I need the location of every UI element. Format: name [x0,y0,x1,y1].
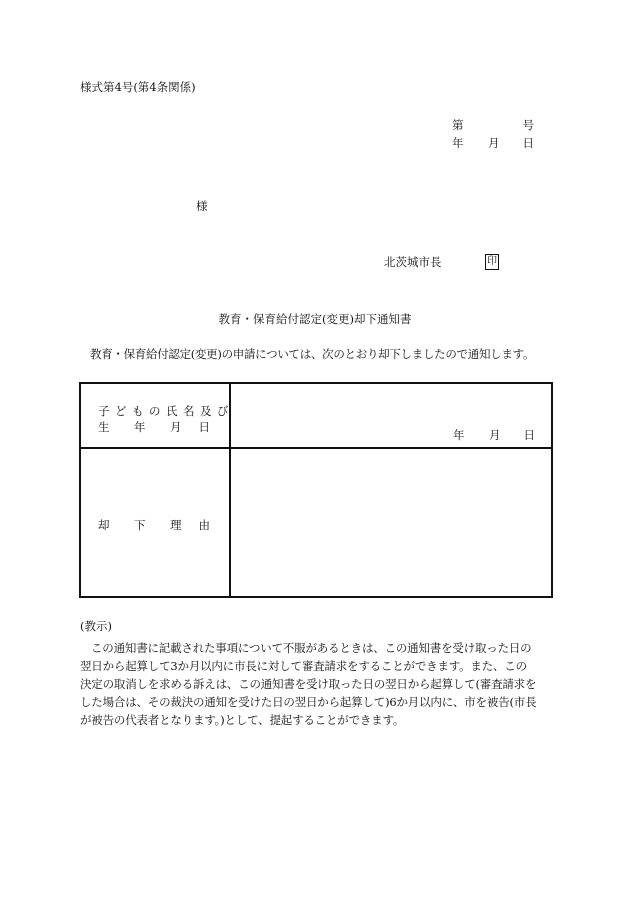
child-name-label: 子どもの氏名及び [98,404,234,418]
birthdate-label-char: 日 [198,420,210,434]
reason-label-char: 理 [170,518,182,532]
notice-line: した場合は、その裁決の通知を受けた日の翌日から起算して)6か月以内に、市を被告(市長 [80,695,537,709]
reason-label-char: 由 [198,518,210,532]
notice-body [80,639,550,729]
detail-table [79,382,553,598]
issuer-name: 北茨城市長 [384,255,442,269]
notice-heading: (教示) [80,619,112,633]
notice-line: この通知書に記載された事項について不服があるときは、この通知書を受け取った日の [91,641,532,655]
date-month: 月 [488,136,500,150]
date-year: 年 [452,136,464,150]
notice-line: 翌日から起算して3か月以内に市長に対して審査請求をすることができます。また、この [80,659,527,673]
notice-line: 決定の取消しを求める訴えは、この通知書を受け取った日の翌日から起算して(審査請求を [80,677,537,691]
number-suffix: 号 [522,118,534,132]
addressee-suffix: 様 [196,199,208,213]
seal-stamp: 印 [485,254,499,270]
reason-label-char: 下 [134,518,146,532]
number-prefix: 第 [452,118,464,132]
table-divider-horizontal [81,447,551,449]
birthdate-day: 日 [523,428,535,442]
reason-label-char: 却 [98,518,110,532]
birthdate-year: 年 [453,428,465,442]
date-day: 日 [522,136,534,150]
notice-line: が被告の代表者となります。)として、提起することができます。 [80,713,405,727]
intro-text: 教育・保育給付認定(変更)の申請については、次のとおり却下しましたので通知します。 [90,347,535,361]
birthdate-label-char: 生 [98,420,110,434]
birthdate-month: 月 [489,428,501,442]
form-number: 様式第4号(第4条関係) [80,80,196,94]
birthdate-label-char: 月 [170,420,182,434]
document-title: 教育・保育給付認定(変更)却下通知書 [218,312,412,326]
birthdate-label-char: 年 [134,420,146,434]
